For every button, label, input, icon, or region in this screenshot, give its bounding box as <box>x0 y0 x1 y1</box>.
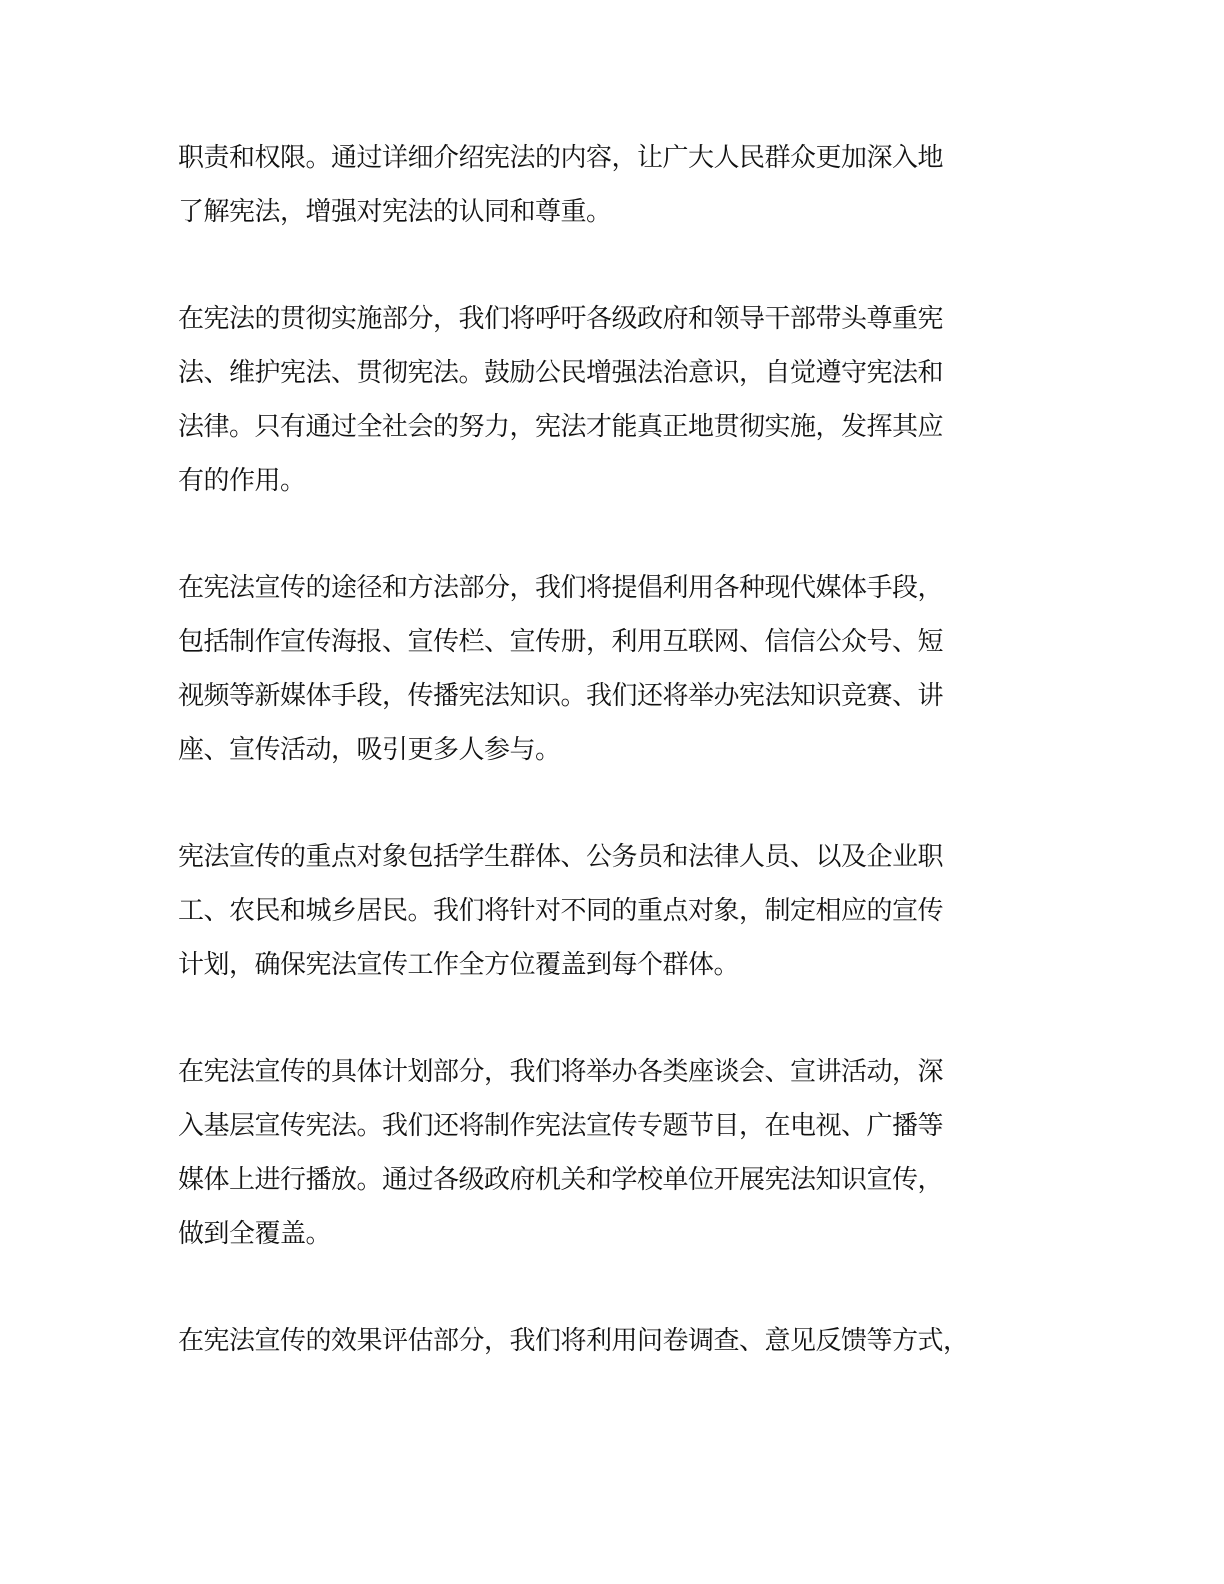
text-line: 工、农民和城乡居民。我们将针对不同的重点对象，制定相应的宣传 <box>178 896 944 926</box>
text-line: 媒体上进行播放。通过各级政府机关和学校单位开展宪法知识宣传， <box>178 1165 944 1195</box>
paragraph-methods <box>178 561 1058 777</box>
text-line: 了解宪法，增强对宪法的认同和尊重。 <box>178 197 612 227</box>
text-line: 在宪法宣传的具体计划部分，我们将举办各类座谈会、宣讲活动，深 <box>178 1057 944 1087</box>
paragraph-duties-and-powers <box>178 131 1058 239</box>
text-line: 座、宣传活动，吸引更多人参与。 <box>178 735 561 765</box>
text-line: 做到全覆盖。 <box>178 1219 332 1249</box>
paragraph-effect-evaluation <box>178 1314 1058 1368</box>
text-line: 宪法宣传的重点对象包括学生群体、公务员和法律人员、以及企业职 <box>178 842 944 872</box>
paragraph-target-groups <box>178 830 1058 992</box>
text-line: 在宪法宣传的途径和方法部分，我们将提倡利用各种现代媒体手段， <box>178 573 944 603</box>
paragraph-specific-plan <box>178 1045 1058 1261</box>
text-line: 在宪法的贯彻实施部分，我们将呼吁各级政府和领导干部带头尊重宪 <box>178 304 944 334</box>
text-line: 法、维护宪法、贯彻宪法。鼓励公民增强法治意识，自觉遵守宪法和 <box>178 358 944 388</box>
text-line: 计划，确保宪法宣传工作全方位覆盖到每个群体。 <box>178 950 740 980</box>
text-line: 法律。只有通过全社会的努力，宪法才能真正地贯彻实施，发挥其应 <box>178 412 944 442</box>
text-line: 在宪法宣传的效果评估部分，我们将利用问卷调查、意见反馈等方式， <box>178 1326 969 1356</box>
document-body <box>178 131 1058 1421</box>
text-line: 有的作用。 <box>178 466 306 496</box>
paragraph-implementation <box>178 292 1058 508</box>
text-line: 入基层宣传宪法。我们还将制作宪法宣传专题节目，在电视、广播等 <box>178 1111 944 1141</box>
text-line: 包括制作宣传海报、宣传栏、宣传册，利用互联网、信信公众号、短 <box>178 627 944 657</box>
text-line: 视频等新媒体手段，传播宪法知识。我们还将举办宪法知识竞赛、讲 <box>178 681 944 711</box>
text-line: 职责和权限。通过详细介绍宪法的内容，让广大人民群众更加深入地 <box>178 143 944 173</box>
